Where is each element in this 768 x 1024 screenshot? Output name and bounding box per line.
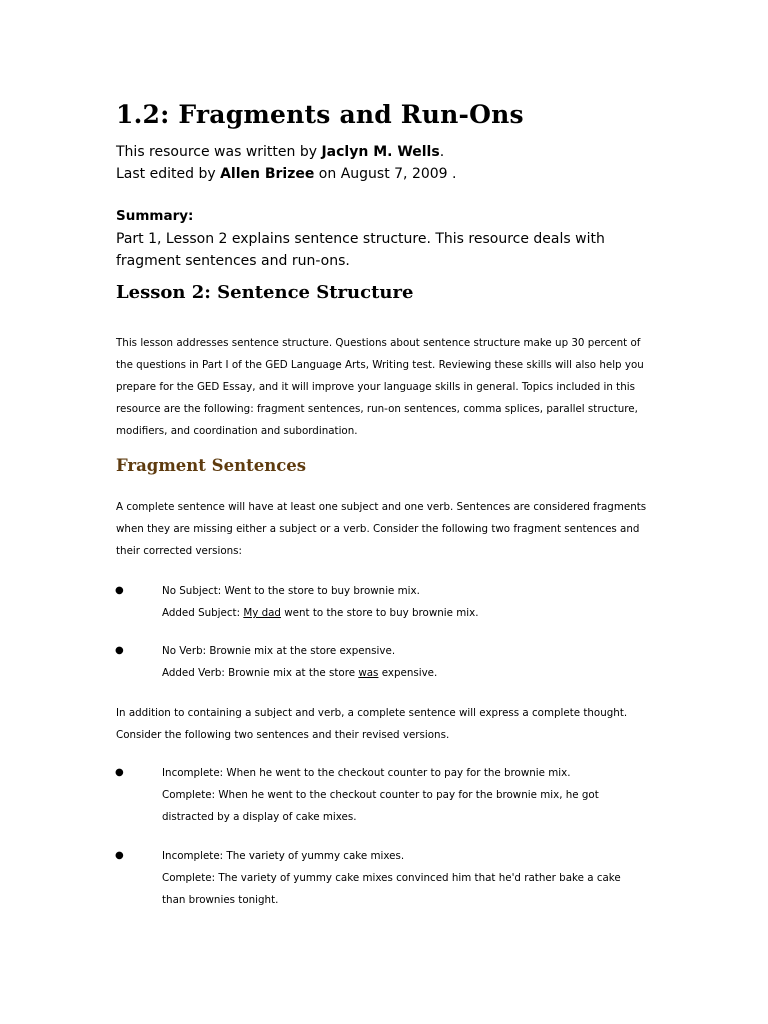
summary-text: Part 1, Lesson 2 explains sentence structure. This resource deals with fragment sentences and run-ons.	[116, 231, 605, 269]
underlined-correction: was	[358, 667, 379, 679]
example-line-2: Added Verb: Brownie mix at the store was expensive.	[162, 667, 438, 679]
list-item	[115, 762, 638, 828]
example-line-2: Complete: When he went to the checkout counter to pay for the brownie mix, he got distracted by a display of cake mixes.	[162, 789, 599, 823]
bullet-icon: ●	[115, 767, 124, 778]
edited-prefix: Last edited by	[116, 166, 221, 182]
fragments-heading: Fragment Sentences	[116, 456, 307, 475]
edited-line	[116, 164, 456, 184]
underlined-correction: My dad	[243, 607, 281, 619]
written-suffix: .	[439, 144, 445, 160]
author-name: Jaclyn M. Wells	[321, 144, 440, 160]
example-line-1: No Verb: Brownie mix at the store expensive.	[162, 645, 396, 657]
edited-suffix: on August 7, 2009 .	[314, 166, 457, 182]
list-item	[115, 845, 638, 911]
example-line-1: Incomplete: When he went to the checkout counter to pay for the brownie mix.	[162, 767, 571, 779]
list-item	[115, 580, 638, 624]
example-line-2: Complete: The variety of yummy cake mixes convinced him that he'd rather bake a cake than brownies tonight.	[162, 872, 621, 906]
author-line	[116, 142, 444, 162]
lesson-intro-paragraph: This lesson addresses sentence structure. Questions about sentence structure make up 30 percent of the questions in Part I of the GED Language Arts, Writing test. Reviewing these skills will also help you prepare for the GED Essay, and it will improve your language skills in general. Topics included in this resource are the following: fragment sentences, run-on sentences, comma splices, parallel structure, modifiers, and coordination and subordination.	[116, 337, 644, 437]
lesson-heading: Lesson 2: Sentence Structure	[116, 282, 414, 303]
page-title: 1.2: Fragments and Run-Ons	[116, 100, 524, 129]
bullet-icon: ●	[115, 585, 124, 596]
summary-heading: Summary:	[116, 208, 194, 224]
complete-thought-paragraph: In addition to containing a subject and verb, a complete sentence will express a complete thought. Consider the following two sentences and their revised versions.	[116, 707, 628, 741]
editor-name: Allen Brizee	[220, 166, 315, 182]
list-item	[115, 640, 638, 684]
example-line-1: Incomplete: The variety of yummy cake mixes.	[162, 850, 405, 862]
bullet-icon: ●	[115, 645, 124, 656]
example-line-2: Added Subject: My dad went to the store to buy brownie mix.	[162, 607, 479, 619]
example-line-1: No Subject: Went to the store to buy brownie mix.	[162, 585, 420, 597]
fragments-intro-paragraph: A complete sentence will have at least one subject and one verb. Sentences are considered fragments when they are missing either a subject or a verb. Consider the following two fragment sentences and their corrected versions:	[116, 501, 647, 557]
bullet-icon: ●	[115, 850, 124, 861]
written-prefix: This resource was written by	[116, 144, 322, 160]
